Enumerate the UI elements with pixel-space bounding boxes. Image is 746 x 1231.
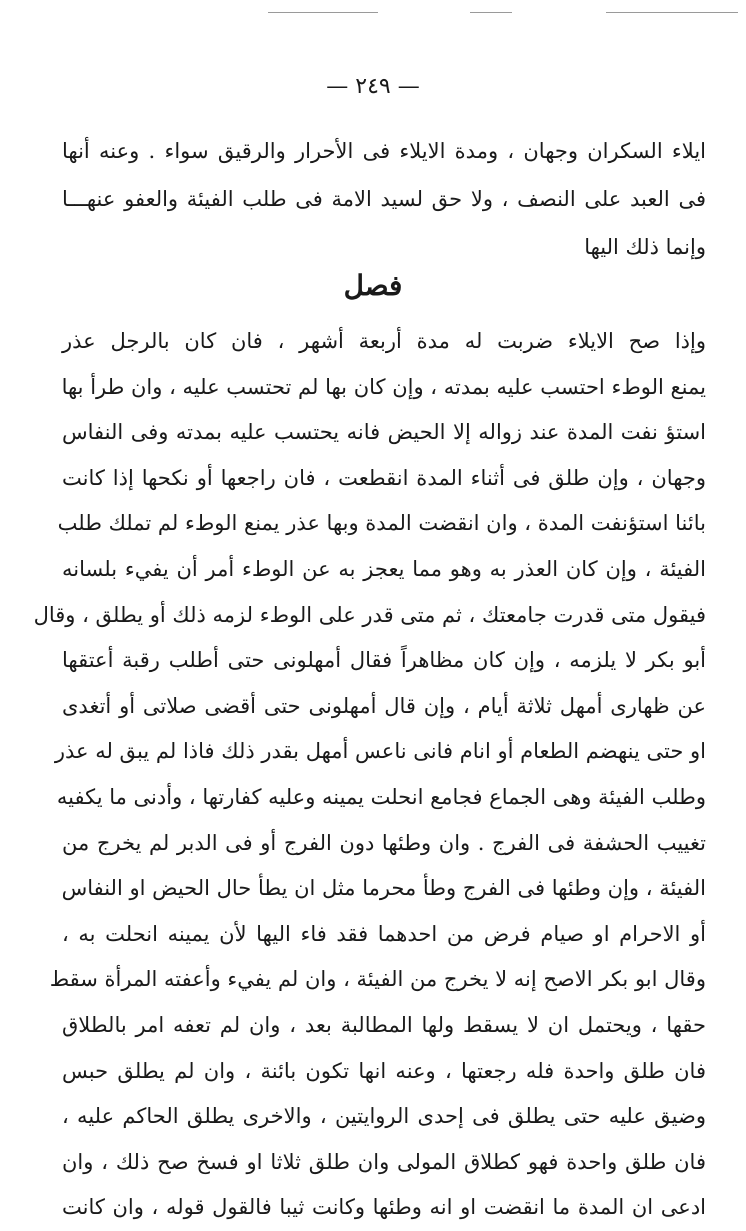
intro-paragraph [62,127,706,271]
text-line: حقها ، ويحتمل ان لا يسقط ولها المطالبة بعد ، وان لم تعفه امر بالطلاق [62,1012,706,1037]
text-line: بائنا استؤنفت المدة ، وان انقضت المدة وبها عذر يمنع الوطء لم تملك طلب [57,511,706,536]
text-line: او حتى ينهضم الطعام أو انام فانى ناعس أمهل بقدر ذلك فاذا لم يبق له عذر [54,739,706,764]
section-heading: فصل [343,269,403,302]
text-line: وإذا صح الايلاء ضربت له مدة أربعة أشهر ، فان كان بالرجل عذر [62,329,706,353]
text-line: استؤ نفت المدة عند زواله إلا الحيض فانه يحتسب عليه بمدته وفى النفاس [62,420,706,445]
text-line: وإنما ذلك اليها [584,235,706,259]
text-line: أو الاحرام او صيام فرض من احدهما فقد فاء اليها لأن يمينه انحلت به ، [62,921,706,946]
text-line: فان طلق واحدة فله رجعتها ، وعنه انها تكون بائنة ، وان لم يطلق حبس [62,1058,706,1083]
scan-edge-mark [606,12,738,13]
body-paragraph [33,319,706,1231]
page-number: — ٢٤٩ — [326,74,420,99]
text-line: فى العبد على النصف ، ولا حق لسيد الامة فى طلب الفيئة والعفو عنهـــا [62,187,706,211]
text-line: تغييب الحشفة فى الفرج . وان وطئها دون الفرج أو فى الدبر لم يخرج من [62,830,706,855]
text-line: فان طلق واحدة فهو كطلاق المولى وان طلق ثلاثا او فسخ صح ذلك ، وان [62,1149,706,1174]
text-line: ادعى ان المدة ما انقضت او انه وطئها وكانت ثيبا فالقول قوله ، وان كانت [62,1195,706,1220]
text-line: عن ظهارى أمهل ثلاثة أيام ، وإن قال أمهلونى حتى أقضى صلاتى أو أتغدى [62,693,706,718]
text-line: ايلاء السكران وجهان ، ومدة الايلاء فى الأحرار والرقيق سواء . وعنه أنها [62,139,706,163]
text-line: وطلب الفيئة وهى الجماع فجامع انحلت يمينه وعليه كفارتها ، وأدنى ما يكفيه [56,784,706,809]
scan-edge-mark [470,12,512,13]
text-line: أبو بكر لا يلزمه ، وإن كان مظاهراً فقال أمهلونى حتى أطلب رقبة أعتقها [62,648,706,673]
text-line: الفيئة ، وإن كان العذر به وهو مما يعجز به عن الوطء أمر أن يفيء بلسانه [62,556,706,581]
text-line: فيقول متى قدرت جامعتك ، ثم متى قدر على الوطء لزمه ذلك أو يطلق ، وقال [33,602,706,627]
text-line: وجهان ، وإن طلق فى أثناء المدة انقطعت ، فان راجعها أو نكحها إذا كانت [62,465,706,490]
text-line: وضيق عليه حتى يطلق فى إحدى الروايتين ، والاخرى يطلق الحاكم عليه ، [62,1104,706,1129]
text-line: يمنع الوطء احتسب عليه بمدته ، وإن كان بها لم تحتسب عليه ، وان طرأ بها [61,374,706,399]
text-line: وقال ابو بكر الاصح إنه لا يخرج من الفيئة ، وان لم يفيء وأعفته المرأة سقط [49,967,706,992]
text-line: الفيئة ، وإن وطئها فى الفرج وطأ محرما مثل ان يطأ حال الحيض او النفاس [61,876,706,901]
scan-edge-mark [268,12,378,13]
